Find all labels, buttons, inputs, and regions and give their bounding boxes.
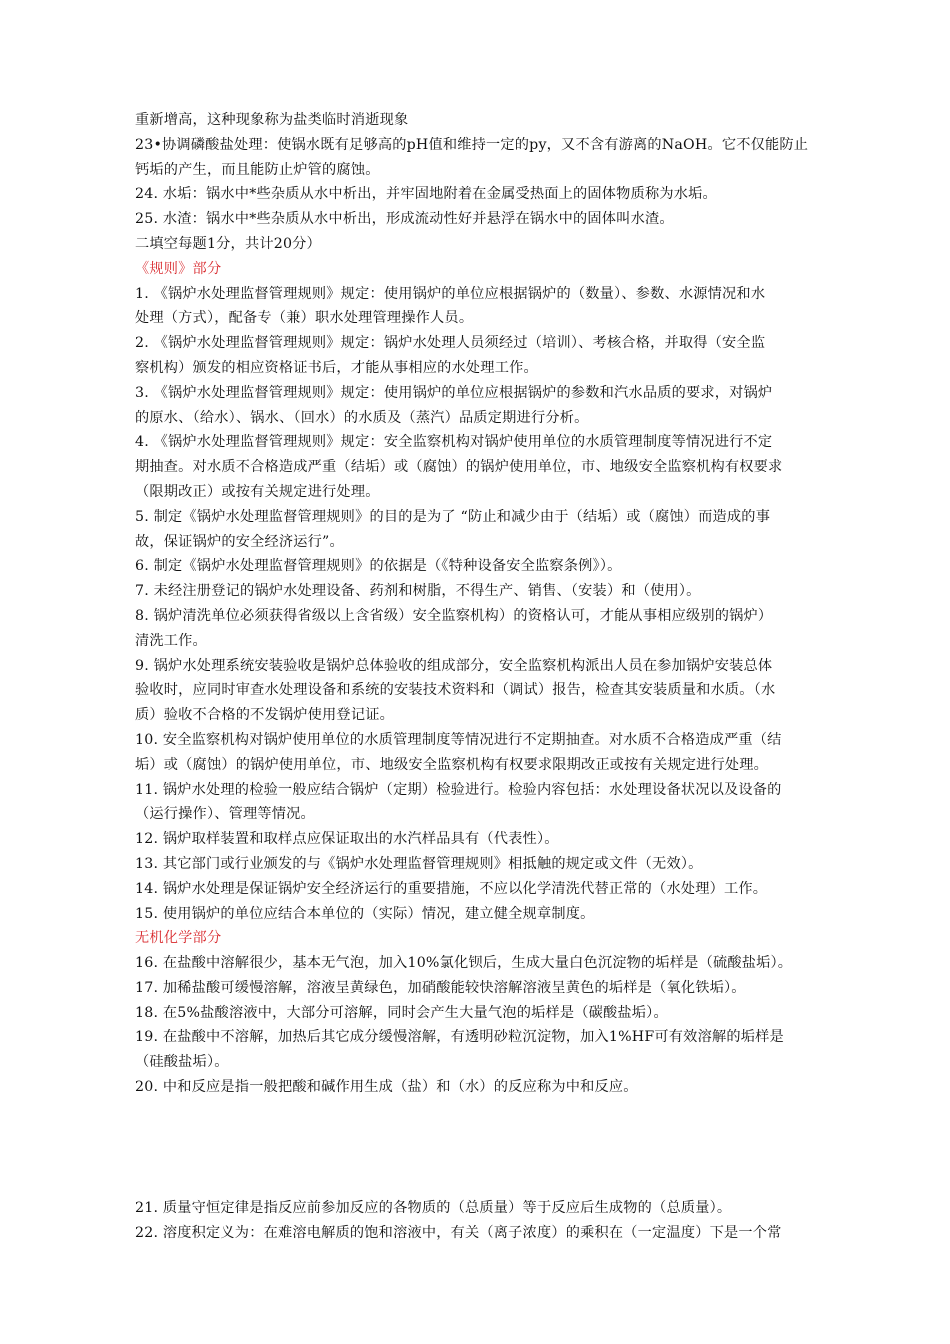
text-line: 12. 锅炉取样装置和取样点应保证取出的水汽样品具有（代表性）。	[135, 831, 559, 848]
paragraph	[135, 604, 865, 654]
text-line: （限期改正）或按有关规定进行处理。	[135, 483, 380, 500]
text-line: 7. 未经注册登记的锅炉水处理设备、药剂和树脂，不得生产、销售、（安装）和（使用）。	[135, 583, 701, 600]
text-line: 1. 《锅炉水处理监督管理规则》规定：使用锅炉的单位应根据锅炉的（数量）、参数、水源情况和水	[135, 285, 766, 302]
text-line: 二填空每题1分，共计20分）	[135, 235, 321, 252]
paragraph	[135, 654, 865, 728]
text-line: 2. 《锅炉水处理监督管理规则》规定：锅炉水处理人员须经过（培训）、考核合格，并取得（安全监	[135, 335, 766, 352]
paragraph	[135, 1221, 865, 1246]
text-line: 处理（方式），配备专（兼）职水处理管理操作人员。	[135, 310, 474, 327]
paragraph	[135, 505, 865, 555]
text-line: 无机化学部分	[135, 930, 222, 947]
paragraph	[135, 1001, 865, 1026]
document-page	[135, 108, 865, 1245]
paragraph	[135, 331, 865, 381]
paragraph	[135, 1075, 865, 1100]
paragraph	[135, 902, 865, 927]
text-line: 3. 《锅炉水处理监督管理规则》规定：使用锅炉的单位应根据锅炉的参数和汽水品质的要求，对锅炉	[135, 384, 773, 401]
paragraph	[135, 852, 865, 877]
text-line: 6. 制定《锅炉水处理监督管理规则》的依据是（《特种设备安全监察条例》）。	[135, 558, 622, 575]
page-gap	[135, 1100, 865, 1196]
text-line: 13. 其它部门或行业颁发的与《锅炉水处理监督管理规则》相抵触的规定或文件（无效）。	[135, 855, 703, 872]
text-line: 重新增高，这种现象称为盐类临时消逝现象	[135, 112, 409, 128]
text-line: 16. 在盐酸中溶解很少，基本无气泡，加入10%氯化钡后，生成大量白色沉淀物的垢样是（硫酸盐垢）。	[135, 955, 793, 972]
text-line: 18. 在5%盐酸溶液中，大部分可溶解，同时会产生大量气泡的垢样是（碳酸盐垢）。	[135, 1004, 668, 1021]
text-line: 验收时，应同时审查水处理设备和系统的安装技术资料和（调试）报告，检查其安装质量和水质。（水	[135, 682, 776, 699]
text-line: 钙垢的产生，而且能防止炉管的腐蚀。	[135, 161, 380, 178]
text-line: 故，保证锅炉的安全经济运行”。	[135, 533, 344, 550]
text-line: 20. 中和反应是指一般把酸和碱作用生成（盐）和（水）的反应称为中和反应。	[135, 1079, 638, 1096]
paragraph	[135, 778, 865, 828]
paragraph	[135, 182, 865, 207]
text-line: 的原水、（给水）、锅水、（回水）的水质及（蒸汽）品质定期进行分析。	[135, 409, 589, 426]
text-line: 11. 锅炉水处理的检验一般应结合锅炉（定期）检验进行。检验内容包括：水处理设备状况以及设备的	[135, 781, 782, 798]
paragraph	[135, 1025, 865, 1075]
text-line: 17. 加稀盐酸可缓慢溶解，溶液呈黄绿色，加硝酸能较快溶解溶液呈黄色的垢样是（氧化铁垢）。	[135, 979, 746, 996]
text-line: 期抽查。对水质不合格造成严重（结垢）或（腐蚀）的锅炉使用单位，市、地级安全监察机构有权要求	[135, 459, 783, 476]
paragraph	[135, 207, 865, 232]
paragraph	[135, 381, 865, 431]
section-heading	[135, 926, 865, 951]
text-line: 质）验收不合格的不发锅炉使用登记证。	[135, 707, 394, 724]
text-line: 22. 溶度积定义为：在难溶电解质的饱和溶液中，有关（离子浓度）的乘积在（一定温度）下是一个常	[135, 1224, 782, 1241]
text-line: 14. 锅炉水处理是保证锅炉安全经济运行的重要措施，不应以化学清洗代替正常的（水处理）工作。	[135, 880, 768, 897]
paragraph	[135, 133, 865, 183]
text-line: 9. 锅炉水处理系统安装验收是锅炉总体验收的组成部分，安全监察机构派出人员在参加锅炉安装总体	[135, 657, 773, 674]
paragraph	[135, 827, 865, 852]
text-line: 24. 水垢：锅水中*些杂质从水中析出，并牢固地附着在金属受热面上的固体物质称为水垢。	[135, 186, 717, 203]
paragraph	[135, 951, 865, 976]
paragraph	[135, 1196, 865, 1221]
paragraph	[135, 728, 865, 778]
text-line: 15. 使用锅炉的单位应结合本单位的（实际）情况，建立健全规章制度。	[135, 905, 595, 922]
text-line: 垢）或（腐蚀）的锅炉使用单位，市、地级安全监察机构有权要求限期改正或按有关规定进行处理。	[135, 756, 769, 773]
text-line: （运行操作）、管理等情况。	[135, 806, 315, 823]
text-line: 察机构）颁发的相应资格证书后，才能从事相应的水处理工作。	[135, 359, 538, 376]
paragraph	[135, 554, 865, 579]
text-line: 25. 水渣：锅水中*些杂质从水中析出，形成流动性好并悬浮在锅水中的固体叫水渣。	[135, 211, 674, 228]
paragraph	[135, 282, 865, 332]
text-line: 10. 安全监察机构对锅炉使用单位的水质管理制度等情况进行不定期抽查。对水质不合格造成严重（结	[135, 731, 782, 748]
section-heading	[135, 257, 865, 282]
paragraph	[135, 976, 865, 1001]
text-line: 21. 质量守恒定律是指反应前参加反应的各物质的（总质量）等于反应后生成物的（总质量）。	[135, 1199, 732, 1216]
paragraph	[135, 108, 865, 133]
text-line: 清洗工作。	[135, 632, 207, 649]
text-line: 4. 《锅炉水处理监督管理规则》规定：安全监察机构对锅炉使用单位的水质管理制度等情况进行不定	[135, 434, 773, 451]
paragraph	[135, 579, 865, 604]
paragraph	[135, 232, 865, 257]
text-line: 《规则》部分	[135, 260, 222, 277]
text-line: 8. 锅炉清洗单位必须获得省级以上含省级）安全监察机构）的资格认可，才能从事相应级别的锅炉）	[135, 607, 773, 624]
text-line: （硅酸盐垢）。	[135, 1054, 229, 1071]
paragraph	[135, 877, 865, 902]
paragraph	[135, 430, 865, 504]
text-line: 19. 在盐酸中不溶解，加热后其它成分缓慢溶解，有透明砂粒沉淀物，加入1%HF可有效溶解的垢样是	[135, 1029, 784, 1046]
text-line: 23•协调磷酸盐处理：使锅水既有足够高的pH值和维持一定的py，又不含有游离的NaOH。它不仅能防止	[135, 136, 809, 153]
text-line: 5. 制定《锅炉水处理监督管理规则》的目的是为了 “防止和减少由于（结垢）或（腐蚀）而造成的事	[135, 508, 771, 525]
